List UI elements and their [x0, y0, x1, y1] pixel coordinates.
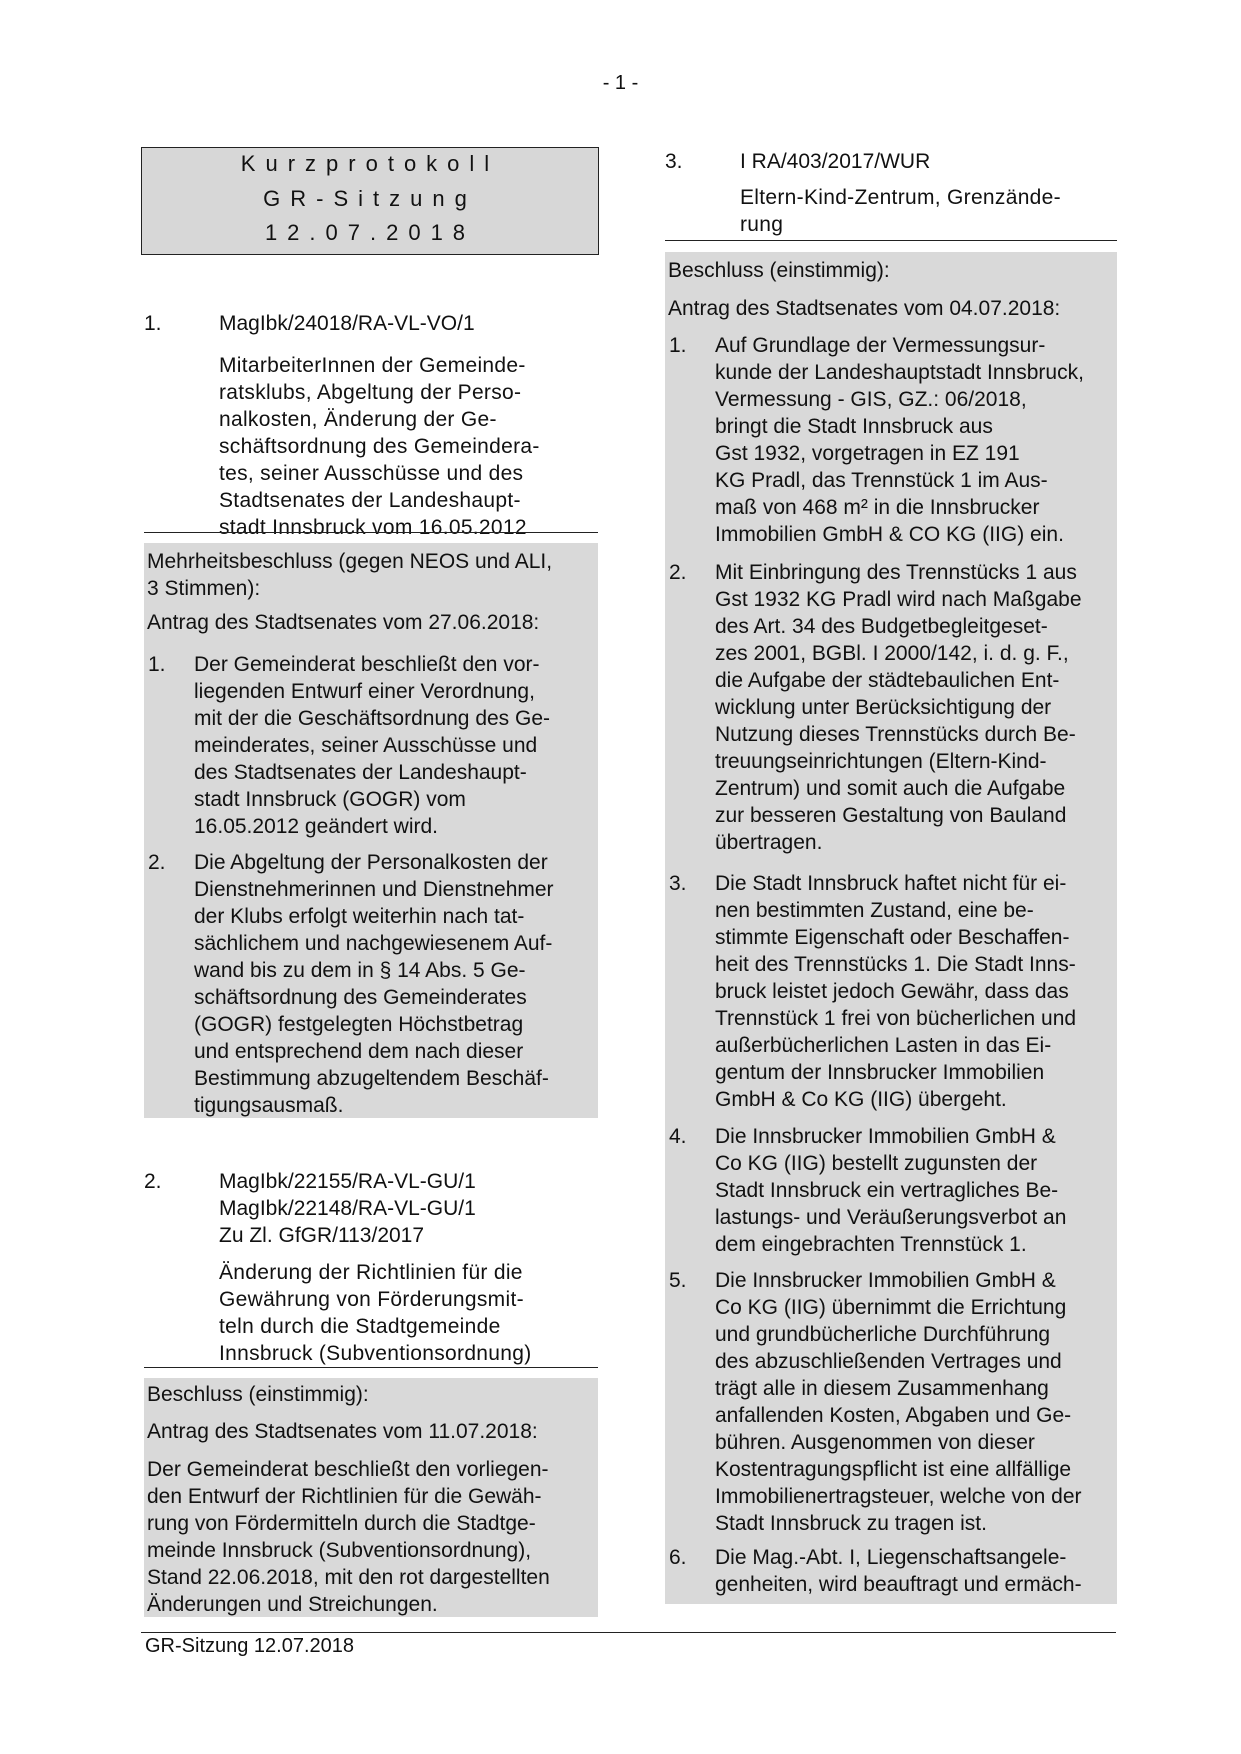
- point-text: Auf Grundlage der Vermessungsur- kunde der Landeshauptstadt Innsbruck, Vermessung - GIS, GZ.: 06/2018, bringt die Stadt Innsbruck aus Gst 1932, vorgetragen in EZ 191 KG Pradl, das Trennstück 1 im Aus- maß von 468 m² in die Innsbrucker Immobilien GmbH & CO KG (IIG) ein.: [715, 334, 1084, 546]
- divider: [665, 240, 1117, 241]
- point-number: 1.: [669, 334, 687, 357]
- item-title: Änderung der Richtlinien für die Gewährung von Förderungsmit- teln durch die Stadtgemeinde Innsbruck (Subventionsordnung): [219, 1261, 532, 1365]
- header-title: Kurzprotokoll: [240, 151, 500, 176]
- point-number: 1.: [148, 653, 166, 676]
- divider: [144, 1367, 598, 1368]
- decision-block-1: [144, 543, 598, 1118]
- decision-block-3: [665, 252, 1117, 1604]
- header-session: GR-Sitzung: [263, 186, 477, 211]
- item-number: 2.: [144, 1170, 162, 1193]
- decision-text: Beschluss (einstimmig):: [668, 259, 890, 282]
- point-number: 6.: [669, 1546, 687, 1569]
- point-number: 4.: [669, 1125, 687, 1148]
- motion-text: Antrag des Stadtsenates vom 11.07.2018:: [147, 1420, 538, 1443]
- point-number: 3.: [669, 872, 687, 895]
- item-title: Eltern-Kind-Zentrum, Grenzände- rung: [740, 186, 1061, 236]
- point-text: Die Abgeltung der Personalkosten der Dienstnehmerinnen und Dienstnehmer der Klubs erfolgt weiterhin nach tat- sächlichem und nachgewiesenem Auf- wand bis zu dem in § 14 Abs. 5 Ge- schäftsordnung des Gemeinderates (GOGR) festgelegten Höchstbetrag und entsprechend dem nach dieser Bestimmung abzugeltendem Beschäf- tigungsausmaß.: [194, 851, 554, 1117]
- footer-divider: [141, 1632, 1116, 1633]
- item-reference: I RA/403/2017/WUR: [740, 150, 931, 173]
- item-title: MitarbeiterInnen der Gemeinde- ratsklubs, Abgeltung der Perso- nalkosten, Änderung der Ge- schäftsordnung des Gemeindera- tes, seiner Ausschüsse und des Stadtsenates der Landeshaupt- stadt Innsbruck vom 16.05.2012: [219, 354, 540, 539]
- point-text: Mit Einbringung des Trennstücks 1 aus Gst 1932 KG Pradl wird nach Maßgabe des Art. 34 des Budgetbegleitgeset- zes 2001, BGBl. I 2000/142, i. d. g. F., die Aufgabe der städtebaulichen Ent- wicklung unter Berücksichtigung der Nutzung dieses Trennstücks durch Be- treuungseinrichtungen (Eltern-Kind- Zentrum) und somit auch die Aufgabe zur besseren Gestaltung von Bauland übertragen.: [715, 561, 1082, 854]
- decision-block-2: [144, 1378, 598, 1617]
- decision-text: Mehrheitsbeschluss (gegen NEOS und ALI, 3 Stimmen):: [147, 550, 553, 600]
- point-text: Der Gemeinderat beschließt den vor- liegenden Entwurf einer Verordnung, mit der die Geschäftsordnung des Ge- meinderates, seiner Ausschüsse und des Stadtsenates der Landeshaupt- stadt Innsbruck (GOGR) vom 16.05.2012 geändert wird.: [194, 653, 551, 838]
- footer-text: GR-Sitzung 12.07.2018: [145, 1635, 355, 1657]
- header-date: 12.07.2018: [264, 220, 476, 245]
- item-reference: MagIbk/22155/RA-VL-GU/1 MagIbk/22148/RA-VL-GU/1 Zu Zl. GfGR/113/2017: [219, 1170, 476, 1247]
- motion-text: Antrag des Stadtsenates vom 04.07.2018:: [668, 297, 1061, 320]
- divider: [144, 532, 598, 533]
- decision-body: Der Gemeinderat beschließt den vorliegen- den Entwurf der Richtlinien für die Gewäh- rung von Fördermitteln durch die Stadtge- meinde Innsbruck (Subventionsordnung), Stand 22.06.2018, mit den rot dargestellten Änderungen und Streichungen.: [147, 1458, 550, 1616]
- point-number: 2.: [148, 851, 166, 874]
- motion-text: Antrag des Stadtsenates vom 27.06.2018:: [147, 611, 540, 634]
- point-text: Die Innsbrucker Immobilien GmbH & Co KG (IIG) übernimmt die Errichtung und grundbücherliche Durchführung des abzuschließenden Vertrages und trägt alle in diesem Zusammenhang anfallenden Kosten, Abgaben und Ge- bühren. Ausgenommen von dieser Kostentragungspflicht ist eine allfällige Immobilienertragsteuer, welche von der Stadt Innsbruck zu tragen ist.: [715, 1269, 1082, 1535]
- point-text: Die Innsbrucker Immobilien GmbH & Co KG (IIG) bestellt zugunsten der Stadt Innsbruck ein vertragliches Be- lastungs- und Veräußerungsverbot an dem eingebrachten Trennstück 1.: [715, 1125, 1067, 1256]
- point-text: Die Mag.-Abt. I, Liegenschaftsangele- genheiten, wird beauftragt und ermäch-: [715, 1546, 1082, 1596]
- decision-text: Beschluss (einstimmig):: [147, 1383, 369, 1406]
- protocol-header-box: [141, 147, 599, 255]
- item-number: 3.: [665, 150, 683, 173]
- page-number: - 1 -: [602, 72, 639, 94]
- point-number: 5.: [669, 1269, 687, 1292]
- item-number: 1.: [144, 312, 162, 335]
- point-number: 2.: [669, 561, 687, 584]
- item-reference: MagIbk/24018/RA-VL-VO/1: [219, 312, 475, 335]
- point-text: Die Stadt Innsbruck haftet nicht für ei- nen bestimmten Zustand, eine be- stimmte Eigenschaft oder Beschaffen- heit des Trennstücks 1. Die Stadt Inns- bruck leistet jedoch Gewähr, dass das Trennstück 1 frei von bücherlichen und außerbücherlichen Lasten in das Ei- gentum der Innsbrucker Immobilien GmbH & Co KG (IIG) übergeht.: [715, 872, 1077, 1111]
